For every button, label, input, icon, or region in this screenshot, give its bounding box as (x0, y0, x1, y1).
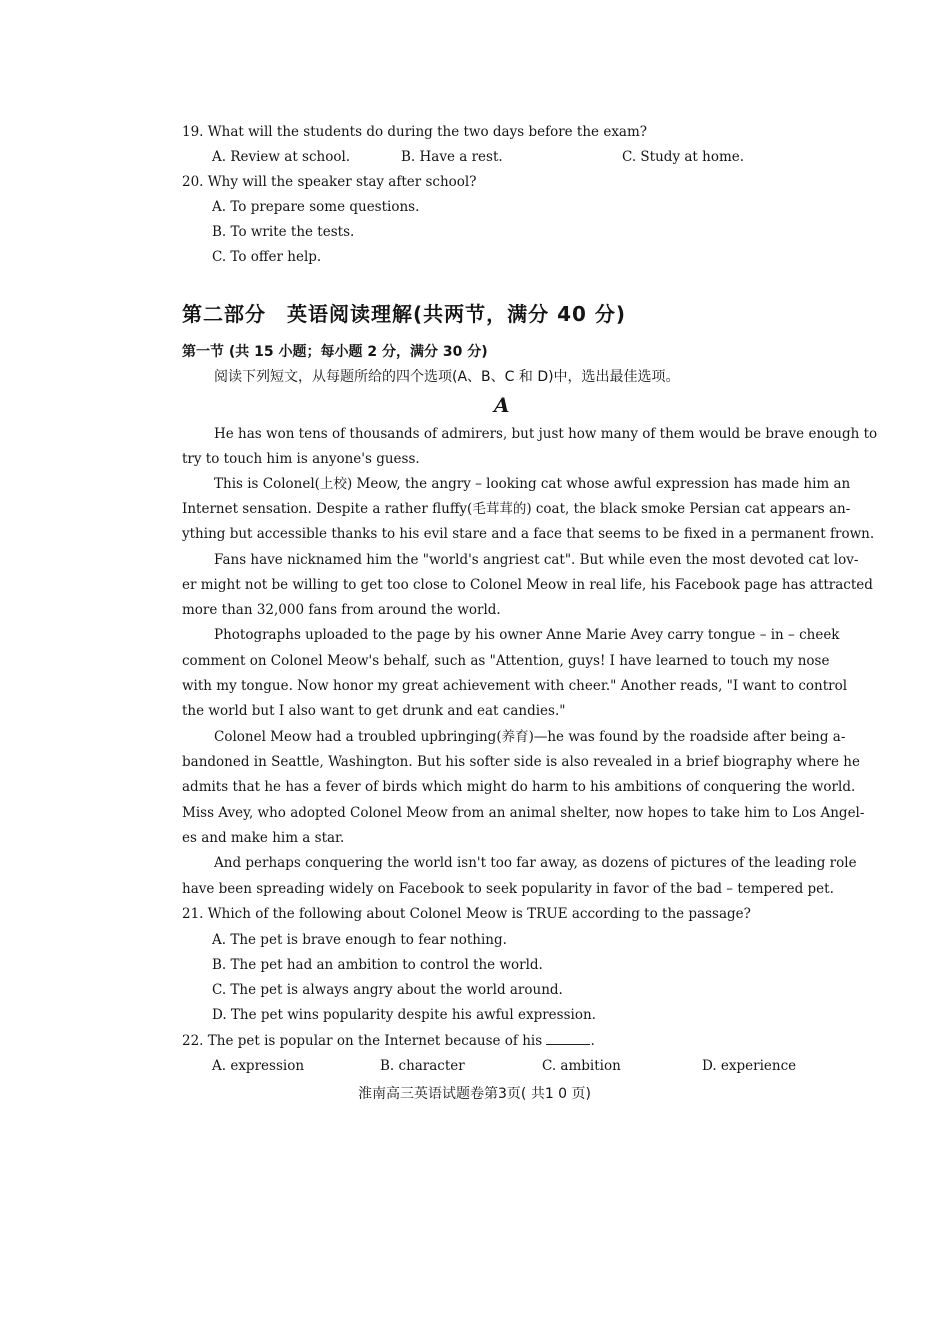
passage-line: es and make him a star. (182, 830, 345, 846)
passage-line: ything but accessible thanks to his evil stare and a face that seems to be fixed in a permanent frown. (182, 526, 875, 542)
passage-line: the world but I also want to get drunk and eat candies." (182, 703, 566, 719)
q19-option-c: C. Study at home. (622, 149, 745, 165)
q21-option-d: D. The pet wins popularity despite his awful expression. (212, 1007, 596, 1023)
q22-option-c: C. ambition (542, 1058, 621, 1074)
q22-stem (182, 1032, 595, 1050)
passage-line: He has won tens of thousands of admirers, but just how many of them would be brave enough to (214, 426, 878, 442)
q21-stem: 21. Which of the following about Colonel Meow is TRUE according to the passage? (182, 906, 751, 922)
passage-line: with my tongue. Now honor my great achievement with cheer." Another reads, "I want to control (182, 678, 848, 694)
q20-option-a: A. To prepare some questions. (212, 199, 420, 215)
passage-line: more than 32,000 fans from around the world. (182, 602, 501, 618)
q20-option-c: C. To offer help. (212, 249, 322, 265)
instruction: 阅读下列短文，从每题所给的四个选项(A、B、C 和 D)中，选出最佳选项。 (214, 369, 680, 385)
answer-blank (546, 1034, 590, 1045)
page-footer: 淮南高三英语试题卷第3页( 共1 0 页) (358, 1086, 591, 1102)
passage-line: er might not be willing to get too close to Colonel Meow in real life, his Facebook page has attracted (182, 577, 873, 593)
passage-line: try to touch him is anyone's guess. (182, 451, 420, 467)
q22-option-d: D. experience (702, 1058, 797, 1074)
passage-line: comment on Colonel Meow's behalf, such as "Attention, guys! I have learned to touch my nose (182, 653, 830, 669)
passage-line: Photographs uploaded to the page by his owner Anne Marie Avey carry tongue – in – cheek (214, 627, 840, 643)
q22-stem-text: 22. The pet is popular on the Internet because of his (182, 1033, 543, 1049)
passage-line: This is Colonel(上校) Meow, the angry – looking cat whose awful expression has made him an (214, 476, 851, 492)
q21-option-a: A. The pet is brave enough to fear nothing. (212, 932, 507, 948)
section-title: 第一节 (共 15 小题；每小题 2 分，满分 30 分) (182, 344, 488, 360)
passage-line: have been spreading widely on Facebook to seek popularity in favor of the bad – tempered pet. (182, 881, 834, 897)
passage-line: bandoned in Seattle, Washington. But his softer side is also revealed in a brief biography where he (182, 754, 860, 770)
q21-option-b: B. The pet had an ambition to control the world. (212, 957, 543, 973)
q22-option-a: A. expression (212, 1058, 305, 1074)
q20-option-b: B. To write the tests. (212, 224, 355, 240)
q22-option-b: B. character (380, 1058, 465, 1074)
q22-stem-end: . (590, 1033, 595, 1049)
passage-line: Miss Avey, who adopted Colonel Meow from an animal shelter, now hopes to take him to Los Angel- (182, 805, 865, 821)
passage-line: admits that he has a fever of birds which might do harm to his ambitions of conquering the world. (182, 779, 856, 795)
q19-stem: 19. What will the students do during the two days before the exam? (182, 124, 648, 140)
q21-option-c: C. The pet is always angry about the world around. (212, 982, 563, 998)
passage-line: And perhaps conquering the world isn't too far away, as dozens of pictures of the leading role (214, 855, 857, 871)
q20-stem: 20. Why will the speaker stay after school? (182, 174, 477, 190)
passage-line: Fans have nicknamed him the "world's angriest cat". But while even the most devoted cat lov- (214, 552, 859, 568)
q19-option-b: B. Have a rest. (401, 149, 503, 165)
part-title: 第二部分 英语阅读理解(共两节，满分 40 分) (182, 302, 627, 326)
passage-line: Colonel Meow had a troubled upbringing(养育)—he was found by the roadside after being a- (214, 729, 846, 745)
passage-line: Internet sensation. Despite a rather fluffy(毛茸茸的) coat, the black smoke Persian cat appears an- (182, 501, 851, 517)
passage-letter: A (494, 393, 510, 417)
q19-option-a: A. Review at school. (212, 149, 351, 165)
